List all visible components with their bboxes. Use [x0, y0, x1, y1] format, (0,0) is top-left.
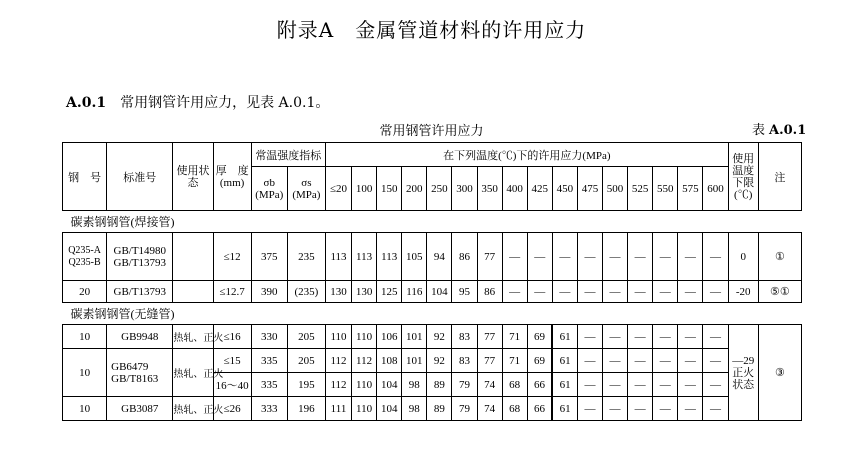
- cell-stress: —: [577, 233, 602, 281]
- header-temp: 550: [653, 167, 678, 211]
- cell-stress: —: [703, 349, 728, 373]
- cell-note: ⑤①: [758, 281, 801, 303]
- sigma-s-symbol: σs: [301, 176, 312, 189]
- cell-stress: 125: [377, 281, 402, 303]
- cell-stress: —: [602, 233, 627, 281]
- cell-note: ③: [758, 325, 801, 421]
- cell-stress: —: [577, 373, 602, 397]
- cell-sigma-s: 195: [287, 373, 325, 397]
- header-sigma-b: [251, 167, 287, 211]
- cell-stress: 83: [452, 325, 477, 349]
- cell-stress: —: [653, 349, 678, 373]
- cell-stress: 110: [325, 325, 351, 349]
- header-temp: 100: [352, 167, 377, 211]
- cell-stress: —: [703, 397, 728, 421]
- cell-stress: —: [628, 349, 653, 373]
- table-number-value: A.0.1: [769, 123, 807, 138]
- cell-stress: 92: [427, 349, 452, 373]
- cell-note: ①: [758, 233, 801, 281]
- cell-sigma-s: (235): [287, 281, 325, 303]
- group-row: [63, 303, 802, 325]
- cell-grade: 20: [63, 281, 107, 303]
- cell-stress: —: [678, 325, 703, 349]
- cell-stress: 92: [427, 325, 452, 349]
- cell-stress: 104: [427, 281, 452, 303]
- cell-stress: 68: [502, 397, 527, 421]
- group-title: 碳素钢钢管(无缝管): [63, 303, 802, 325]
- cell-stress: —: [678, 373, 703, 397]
- cell-thickness: 16～40: [213, 373, 251, 397]
- cell-stress: 61: [552, 349, 577, 373]
- cell-stress: 69: [527, 349, 552, 373]
- cell-stress: 110: [352, 397, 377, 421]
- table-number-label: 表: [752, 123, 766, 138]
- header-temp: 475: [577, 167, 602, 211]
- cell-stress: —: [703, 281, 728, 303]
- cell-stress: —: [577, 281, 602, 303]
- header-temp: 200: [402, 167, 427, 211]
- cell-standard: GB3087: [107, 397, 173, 421]
- cell-stress: —: [678, 281, 703, 303]
- table-row: [63, 233, 802, 281]
- header-temp: 425: [527, 167, 552, 211]
- header-temp: 300: [452, 167, 477, 211]
- group-row: [63, 211, 802, 233]
- cell-stress: 77: [477, 325, 502, 349]
- cell-stress: —: [527, 233, 552, 281]
- cell-sigma-b: 333: [251, 397, 287, 421]
- cell-stress: —: [703, 325, 728, 349]
- cell-stress: —: [577, 325, 602, 349]
- cell-stress: —: [628, 325, 653, 349]
- sigma-b-symbol: σb: [263, 176, 275, 189]
- header-room-temp: 常温强度指标: [251, 143, 325, 167]
- cell-stress: —: [552, 281, 577, 303]
- header-temp: 500: [602, 167, 627, 211]
- group-title: 碳素钢钢管(焊接管): [63, 211, 802, 233]
- table-row: [63, 349, 802, 373]
- cell-stress: —: [602, 281, 627, 303]
- table-caption: 常用钢管许用应力: [379, 124, 484, 139]
- cell-grade: 10: [63, 397, 107, 421]
- table-number: [752, 119, 806, 138]
- cell-stress: —: [628, 233, 653, 281]
- cell-stress: 74: [477, 397, 502, 421]
- cell-stress: 71: [502, 349, 527, 373]
- cell-stress: 113: [377, 233, 402, 281]
- cell-stress: 69: [527, 325, 552, 349]
- cell-condition: 热轧、正火: [173, 349, 213, 397]
- cell-grade: Q235-A Q235-B: [63, 233, 107, 281]
- cell-stress: —: [628, 397, 653, 421]
- cell-stress: 130: [325, 281, 351, 303]
- cell-stress: 98: [402, 397, 427, 421]
- cell-sigma-s: 205: [287, 325, 325, 349]
- cell-condition: 热轧、正火: [173, 325, 213, 349]
- cell-stress: 61: [552, 397, 577, 421]
- table-row: [63, 397, 802, 421]
- cell-stress: —: [502, 281, 527, 303]
- cell-stress: 113: [352, 233, 377, 281]
- table-row: [63, 325, 802, 349]
- cell-stress: 79: [452, 373, 477, 397]
- cell-stress: —: [577, 397, 602, 421]
- header-note: 注: [758, 143, 801, 211]
- cell-stress: 105: [402, 233, 427, 281]
- cell-stress: —: [653, 373, 678, 397]
- header-min-temp: 使用温度下限(℃): [728, 143, 758, 211]
- cell-thickness: ≤12: [213, 233, 251, 281]
- cell-stress: —: [703, 233, 728, 281]
- cell-stress: —: [653, 325, 678, 349]
- cell-stress: —: [703, 373, 728, 397]
- cell-stress: 116: [402, 281, 427, 303]
- cell-stress: —: [653, 281, 678, 303]
- cell-stress: 101: [402, 349, 427, 373]
- cell-stress: —: [527, 281, 552, 303]
- cell-sigma-s: 205: [287, 349, 325, 373]
- cell-stress: —: [678, 349, 703, 373]
- cell-stress: 89: [427, 373, 452, 397]
- cell-stress: 71: [502, 325, 527, 349]
- cell-stress: —: [602, 325, 627, 349]
- cell-stress: 108: [377, 349, 402, 373]
- cell-stress: 111: [325, 397, 351, 421]
- sigma-b-unit: (MPa): [255, 188, 284, 201]
- cell-stress: 86: [477, 281, 502, 303]
- section-text: 常用钢管许用应力，见表 A.0.1。: [120, 95, 330, 111]
- cell-stress: 77: [477, 233, 502, 281]
- cell-stress: 68: [502, 373, 527, 397]
- cell-stress: 104: [377, 373, 402, 397]
- header-temp: 450: [552, 167, 577, 211]
- cell-sigma-b: 335: [251, 373, 287, 397]
- cell-sigma-s: 196: [287, 397, 325, 421]
- cell-stress: —: [502, 233, 527, 281]
- allowable-stress-table: [62, 142, 802, 421]
- cell-sigma-s: 235: [287, 233, 325, 281]
- cell-min-temp: 0: [728, 233, 758, 281]
- cell-stress: —: [602, 397, 627, 421]
- cell-stress: 104: [377, 397, 402, 421]
- cell-stress: 86: [452, 233, 477, 281]
- header-temp: 525: [628, 167, 653, 211]
- header-temp: 400: [502, 167, 527, 211]
- cell-stress: 95: [452, 281, 477, 303]
- header-thickness: 厚 度(mm): [213, 143, 251, 211]
- cell-stress: 112: [352, 349, 377, 373]
- sigma-s-unit: (MPa): [292, 188, 321, 201]
- cell-stress: —: [653, 397, 678, 421]
- cell-stress: 61: [552, 373, 577, 397]
- cell-stress: —: [602, 349, 627, 373]
- cell-stress: —: [577, 349, 602, 373]
- cell-standard: GB9948: [107, 325, 173, 349]
- cell-min-temp: -20: [728, 281, 758, 303]
- cell-condition: 热轧、正火: [173, 397, 213, 421]
- cell-stress: 74: [477, 373, 502, 397]
- cell-stress: 83: [452, 349, 477, 373]
- page-title: 附录A 金属管道材料的许用应力: [276, 18, 587, 42]
- header-temp: ≤20: [325, 167, 351, 211]
- cell-standard: GB/T13793: [107, 281, 173, 303]
- cell-stress: —: [602, 373, 627, 397]
- cell-stress: —: [653, 233, 678, 281]
- section-number: A.0.1: [66, 95, 107, 111]
- cell-stress: 101: [402, 325, 427, 349]
- header-temp: 575: [678, 167, 703, 211]
- cell-stress: 79: [452, 397, 477, 421]
- cell-sigma-b: 375: [251, 233, 287, 281]
- cell-stress: 66: [527, 397, 552, 421]
- header-temp: 350: [477, 167, 502, 211]
- header-sigma-s: [287, 167, 325, 211]
- cell-stress: 89: [427, 397, 452, 421]
- cell-stress: —: [628, 373, 653, 397]
- cell-thickness: ≤26: [213, 397, 251, 421]
- cell-stress: —: [678, 397, 703, 421]
- cell-standard: GB6479 GB/T8163: [107, 349, 173, 397]
- cell-standard: GB/T14980 GB/T13793: [107, 233, 173, 281]
- cell-condition: [173, 233, 213, 281]
- cell-stress: 77: [477, 349, 502, 373]
- cell-stress: 94: [427, 233, 452, 281]
- cell-stress: —: [678, 233, 703, 281]
- cell-min-temp: —29 正火 状态: [728, 325, 758, 421]
- cell-stress: 61: [552, 325, 577, 349]
- cell-thickness: ≤16: [213, 325, 251, 349]
- header-temp: 600: [703, 167, 728, 211]
- cell-stress: —: [628, 281, 653, 303]
- cell-sigma-b: 390: [251, 281, 287, 303]
- table-row: [63, 281, 802, 303]
- cell-thickness: ≤12.7: [213, 281, 251, 303]
- section-heading: [66, 92, 329, 112]
- cell-stress: 130: [352, 281, 377, 303]
- header-temp: 250: [427, 167, 452, 211]
- header-allowable-stress: 在下列温度(℃)下的许用应力(MPa): [325, 143, 728, 167]
- cell-stress: 106: [377, 325, 402, 349]
- header-standard: 标准号: [107, 143, 173, 211]
- header-steel-grade: 钢 号: [63, 143, 107, 211]
- cell-stress: 113: [325, 233, 351, 281]
- cell-sigma-b: 335: [251, 349, 287, 373]
- cell-stress: 66: [527, 373, 552, 397]
- cell-sigma-b: 330: [251, 325, 287, 349]
- cell-condition: [173, 281, 213, 303]
- cell-stress: 110: [352, 373, 377, 397]
- cell-grade: 10: [63, 325, 107, 349]
- cell-stress: 112: [325, 349, 351, 373]
- header-condition: 使用状态: [173, 143, 213, 211]
- cell-stress: 112: [325, 373, 351, 397]
- cell-stress: 98: [402, 373, 427, 397]
- header-temp: 150: [377, 167, 402, 211]
- cell-stress: 110: [352, 325, 377, 349]
- cell-thickness: ≤15: [213, 349, 251, 373]
- cell-grade: 10: [63, 349, 107, 397]
- cell-stress: —: [552, 233, 577, 281]
